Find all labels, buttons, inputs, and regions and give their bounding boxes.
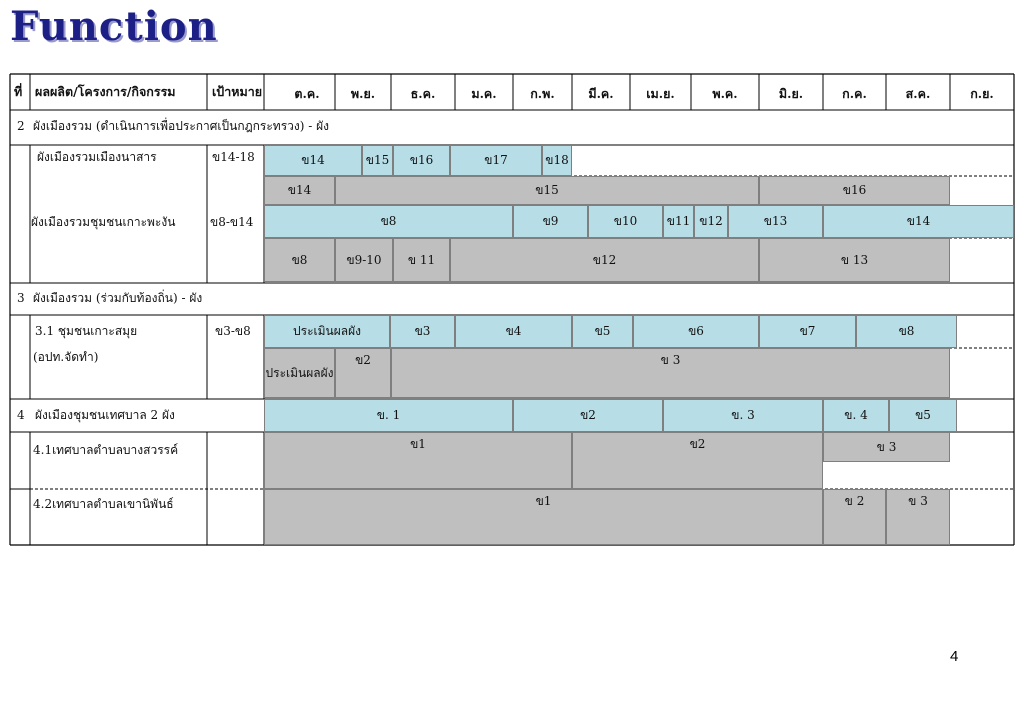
project-name: 3.1 ชุมชนเกาะสมุย (35, 324, 138, 338)
plan-bar: ข8 (264, 205, 513, 238)
project-target: ข8-ข14 (210, 215, 254, 229)
page-number: 4 (950, 648, 959, 665)
header-month: ต.ค. (294, 85, 320, 101)
project-name: ผังเมืองรวมเมืองนาสาร (37, 150, 157, 164)
header-month: ก.ค. (842, 85, 867, 101)
actual-bar: ข9-10 (335, 238, 393, 282)
section-number: 2 (17, 119, 25, 133)
header-month: พ.ค. (712, 85, 738, 101)
plan-bar: ข15 (362, 145, 393, 176)
plan-bar: ข18 (542, 145, 572, 176)
plan-bar: ข5 (572, 315, 633, 348)
actual-bar: ข 3 (886, 489, 950, 545)
project-name: 4.2เทศบาลตำบลเขานิพันธ์ (33, 497, 174, 511)
plan-bar: ข. 3 (663, 399, 823, 432)
section-title: ผังเมืองรวม (ดำเนินการเพื่อประกาศเป็นกฎกระทรวง) - ผัง (33, 119, 330, 133)
section-title: ผังเมืองรวม (ร่วมกับท้องถิ่น) - ผัง (33, 291, 203, 305)
actual-bar: ข2 (572, 432, 823, 489)
plan-bar: ข2 (513, 399, 663, 432)
plan-bar: ข10 (588, 205, 663, 238)
plan-bar: ข6 (633, 315, 759, 348)
actual-bar: ข 2 (823, 489, 886, 545)
actual-bar: ข 11 (393, 238, 450, 282)
plan-bar: ข. 1 (264, 399, 513, 432)
actual-bar: ข2 (335, 348, 391, 398)
plan-bar: ข3 (390, 315, 455, 348)
header-month: ส.ค. (905, 85, 931, 101)
header-month: ม.ค. (471, 85, 497, 101)
actual-bar: ข12 (450, 238, 759, 282)
header-month: ธ.ค. (410, 85, 436, 101)
plan-bar: ข11 (663, 205, 694, 238)
actual-bar: ข 3 (823, 432, 950, 462)
plan-bar: ข. 4 (823, 399, 889, 432)
plan-bar: ข4 (455, 315, 572, 348)
plan-bar: ข14 (264, 145, 362, 176)
header-month: มิ.ย. (778, 85, 804, 101)
section-number: 4 (17, 408, 25, 422)
section-number: 3 (17, 291, 25, 305)
plan-bar: ข7 (759, 315, 856, 348)
header-month: เม.ย. (646, 85, 675, 101)
plan-bar: ข14 (823, 205, 1014, 238)
plan-bar: ข12 (694, 205, 728, 238)
actual-bar: ข1 (264, 489, 823, 545)
header-no: ที่ (14, 84, 23, 99)
actual-bar: ข15 (335, 176, 759, 205)
plan-bar: ข8 (856, 315, 957, 348)
project-target: ข14-18 (212, 150, 255, 164)
header-target: เป้าหมาย (212, 84, 263, 99)
section-title: ผังเมืองชุมชนเทศบาล 2 ผัง (35, 408, 175, 422)
header-month: พ.ย. (350, 85, 376, 101)
project-name: 4.1เทศบาลตำบลบางสวรรค์ (33, 443, 179, 457)
header-month: มี.ค. (588, 85, 614, 101)
plan-bar: ข13 (728, 205, 823, 238)
plan-bar: ข5 (889, 399, 957, 432)
header-month: ก.ย. (970, 85, 994, 101)
actual-bar: ประเมินผลผัง (264, 348, 335, 398)
page-title: Function (10, 3, 218, 50)
plan-bar: ข17 (450, 145, 542, 176)
project-name-note: (อปท.จัดทำ) (33, 350, 99, 364)
header-month: ก.พ. (530, 85, 555, 101)
actual-bar: ข1 (264, 432, 572, 489)
actual-bar: ข16 (759, 176, 950, 205)
actual-bar: ข 13 (759, 238, 950, 282)
actual-bar: ข14 (264, 176, 335, 205)
actual-bar: ข 3 (391, 348, 950, 398)
project-target: ข3-ข8 (215, 324, 251, 338)
plan-bar: ข16 (393, 145, 450, 176)
plan-bar: ข9 (513, 205, 588, 238)
plan-bar: ประเมินผลผัง (264, 315, 390, 348)
header-output: ผลผลิต/โครงการ/กิจกรรม (35, 84, 176, 99)
project-name: ผังเมืองรวมชุมชนเกาะพะงัน (31, 215, 176, 229)
actual-bar: ข8 (264, 238, 335, 282)
